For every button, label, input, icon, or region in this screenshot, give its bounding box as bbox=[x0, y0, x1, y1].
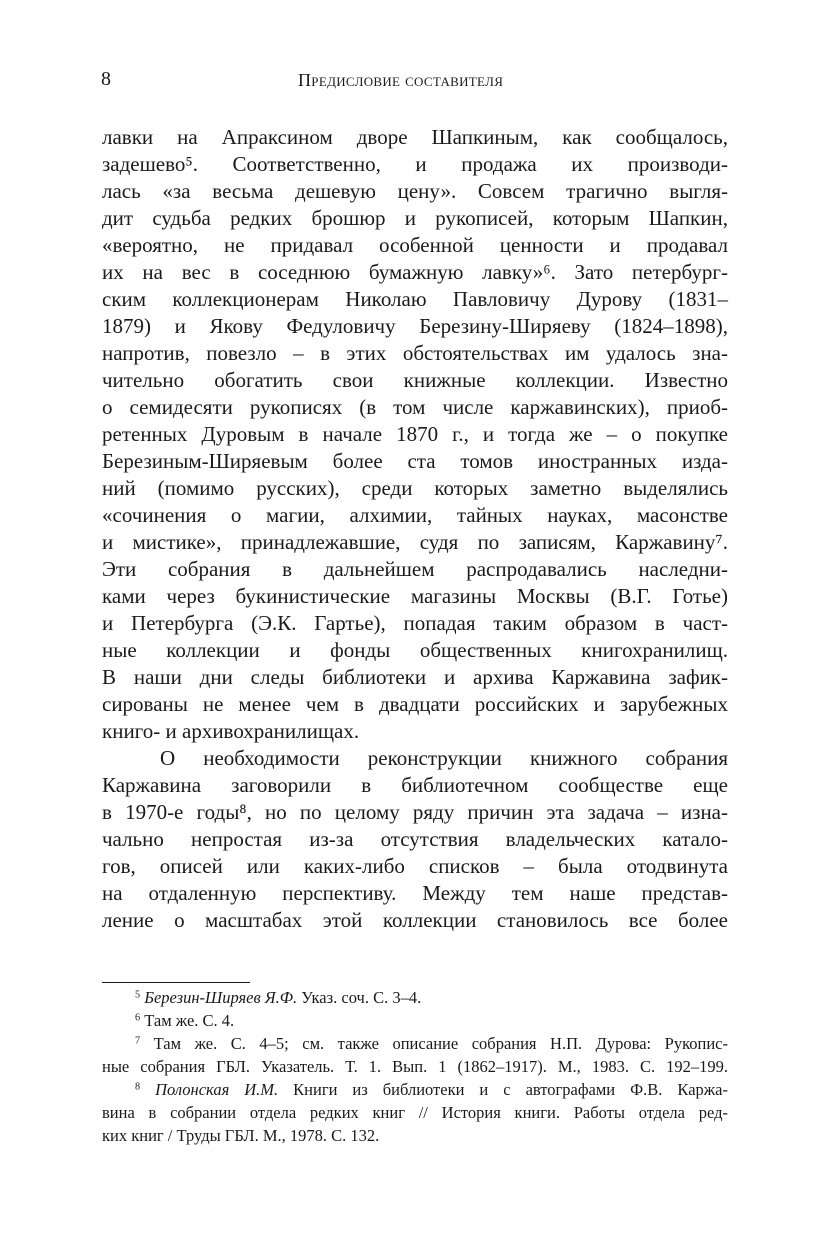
body-line: ные коллекции и фонды общественных книгохранилищ. bbox=[102, 638, 728, 662]
footnote-8-line: вина в собрании отдела редких книг // История книги. Работы отдела ред- bbox=[102, 1103, 728, 1122]
body-line: книго- и архивохранилищах. bbox=[102, 719, 360, 743]
body-line: ским коллекционерам Николаю Павловичу Дурову (1831– bbox=[102, 287, 728, 311]
page-number: 8 bbox=[101, 68, 111, 90]
body-line: лавки на Апраксином дворе Шапкиным, как сообщалось, bbox=[102, 125, 728, 149]
body-line: гов, описей или каких-либо списков – была отодвинута bbox=[102, 854, 728, 878]
body-line: задешево⁵. Соответственно, и продажа их производи- bbox=[102, 152, 728, 176]
footnote-8-line: ких книг / Труды ГБЛ. М., 1978. С. 132. bbox=[102, 1126, 380, 1145]
footnote-text: Там же. С. 4–5; см. также описание собрания Н.П. Дурова: Рукопис- bbox=[153, 1034, 728, 1053]
body-line: чительно обогатить свои книжные коллекции. Известно bbox=[102, 368, 728, 392]
body-line: их на вес в соседнюю бумажную лавку»⁶. Зато петербург- bbox=[102, 260, 728, 284]
body-line: напротив, повезло – в этих обстоятельствах им удалось зна- bbox=[102, 341, 728, 365]
footnote-text: Указ. соч. С. 3–4. bbox=[301, 988, 422, 1007]
footnote-marker: 7 bbox=[135, 1035, 141, 1047]
body-line: ретенных Дуровым в начале 1870 г., и тогда же – о покупке bbox=[102, 422, 728, 446]
footnote-7-line: ные собрания ГБЛ. Указатель. Т. 1. Вып. 1 (1862–1917). М., 1983. С. 192–199. bbox=[102, 1057, 728, 1076]
body-line: ний (помимо русских), среди которых заметно выделялись bbox=[102, 476, 728, 500]
footnote-author: Полонская И.М. bbox=[155, 1080, 279, 1099]
body-line: о семидесяти рукописях (в том числе каржавинских), приоб- bbox=[102, 395, 728, 419]
body-line: и мистике», принадлежавшие, судя по записям, Каржавину⁷. bbox=[102, 530, 728, 554]
body-line: Березиным-Ширяевым более ста томов иностранных изда- bbox=[102, 449, 728, 473]
body-line: Эти собрания в дальнейшем распродавались наследни- bbox=[102, 557, 728, 581]
footnotes bbox=[102, 986, 728, 1147]
body-line: ление о масштабах этой коллекции становилось все более bbox=[102, 908, 728, 932]
footnote-marker: 6 bbox=[135, 1012, 141, 1024]
body-line: О необходимости реконструкции книжного собрания bbox=[160, 746, 728, 770]
body-line: на отдаленную перспективу. Между тем наше представ- bbox=[102, 881, 728, 905]
body-line: дит судьба редких брошюр и рукописей, которым Шапкин, bbox=[102, 206, 728, 230]
footnote-8-line bbox=[102, 1078, 728, 1101]
footnote-marker: 5 bbox=[135, 989, 141, 1001]
body-line: 1879) и Якову Федуловичу Березину-Ширяеву (1824–1898), bbox=[102, 314, 728, 338]
footnote-marker: 8 bbox=[135, 1081, 141, 1093]
footnote-rule bbox=[102, 982, 250, 983]
running-title: Предисловие составителя bbox=[298, 70, 504, 90]
body-line: «вероятно, не придавал особенной ценности и продавал bbox=[102, 233, 728, 257]
footnote-6 bbox=[102, 1009, 728, 1032]
footnote-author: Березин-Ширяев Я.Ф. bbox=[144, 988, 298, 1007]
body-line: чально непростая из-за отсутствия владельческих катало- bbox=[102, 827, 728, 851]
footnote-text: Там же. С. 4. bbox=[144, 1011, 235, 1030]
body-text bbox=[102, 124, 728, 934]
footnote-text: Книги из библиотеки и с автографами Ф.В. Каржа- bbox=[293, 1080, 728, 1099]
body-line: Каржавина заговорили в библиотечном сообществе еще bbox=[102, 773, 728, 797]
body-line: в 1970-е годы⁸, но по целому ряду причин эта задача – изна- bbox=[102, 800, 728, 824]
body-line: В наши дни следы библиотеки и архива Каржавина зафик- bbox=[102, 665, 728, 689]
body-line: «сочинения о магии, алхимии, тайных науках, масонстве bbox=[102, 503, 728, 527]
body-line: сированы не менее чем в двадцати российских и зарубежных bbox=[102, 692, 728, 716]
body-line: и Петербурга (Э.К. Гартье), попадая таким образом в част- bbox=[102, 611, 728, 635]
footnote-5 bbox=[102, 986, 728, 1009]
body-line: ками через букинистические магазины Москвы (В.Г. Готье) bbox=[102, 584, 728, 608]
body-line: лась «за весьма дешевую цену». Совсем трагично выгля- bbox=[102, 179, 728, 203]
footnote-7-line bbox=[102, 1032, 728, 1055]
